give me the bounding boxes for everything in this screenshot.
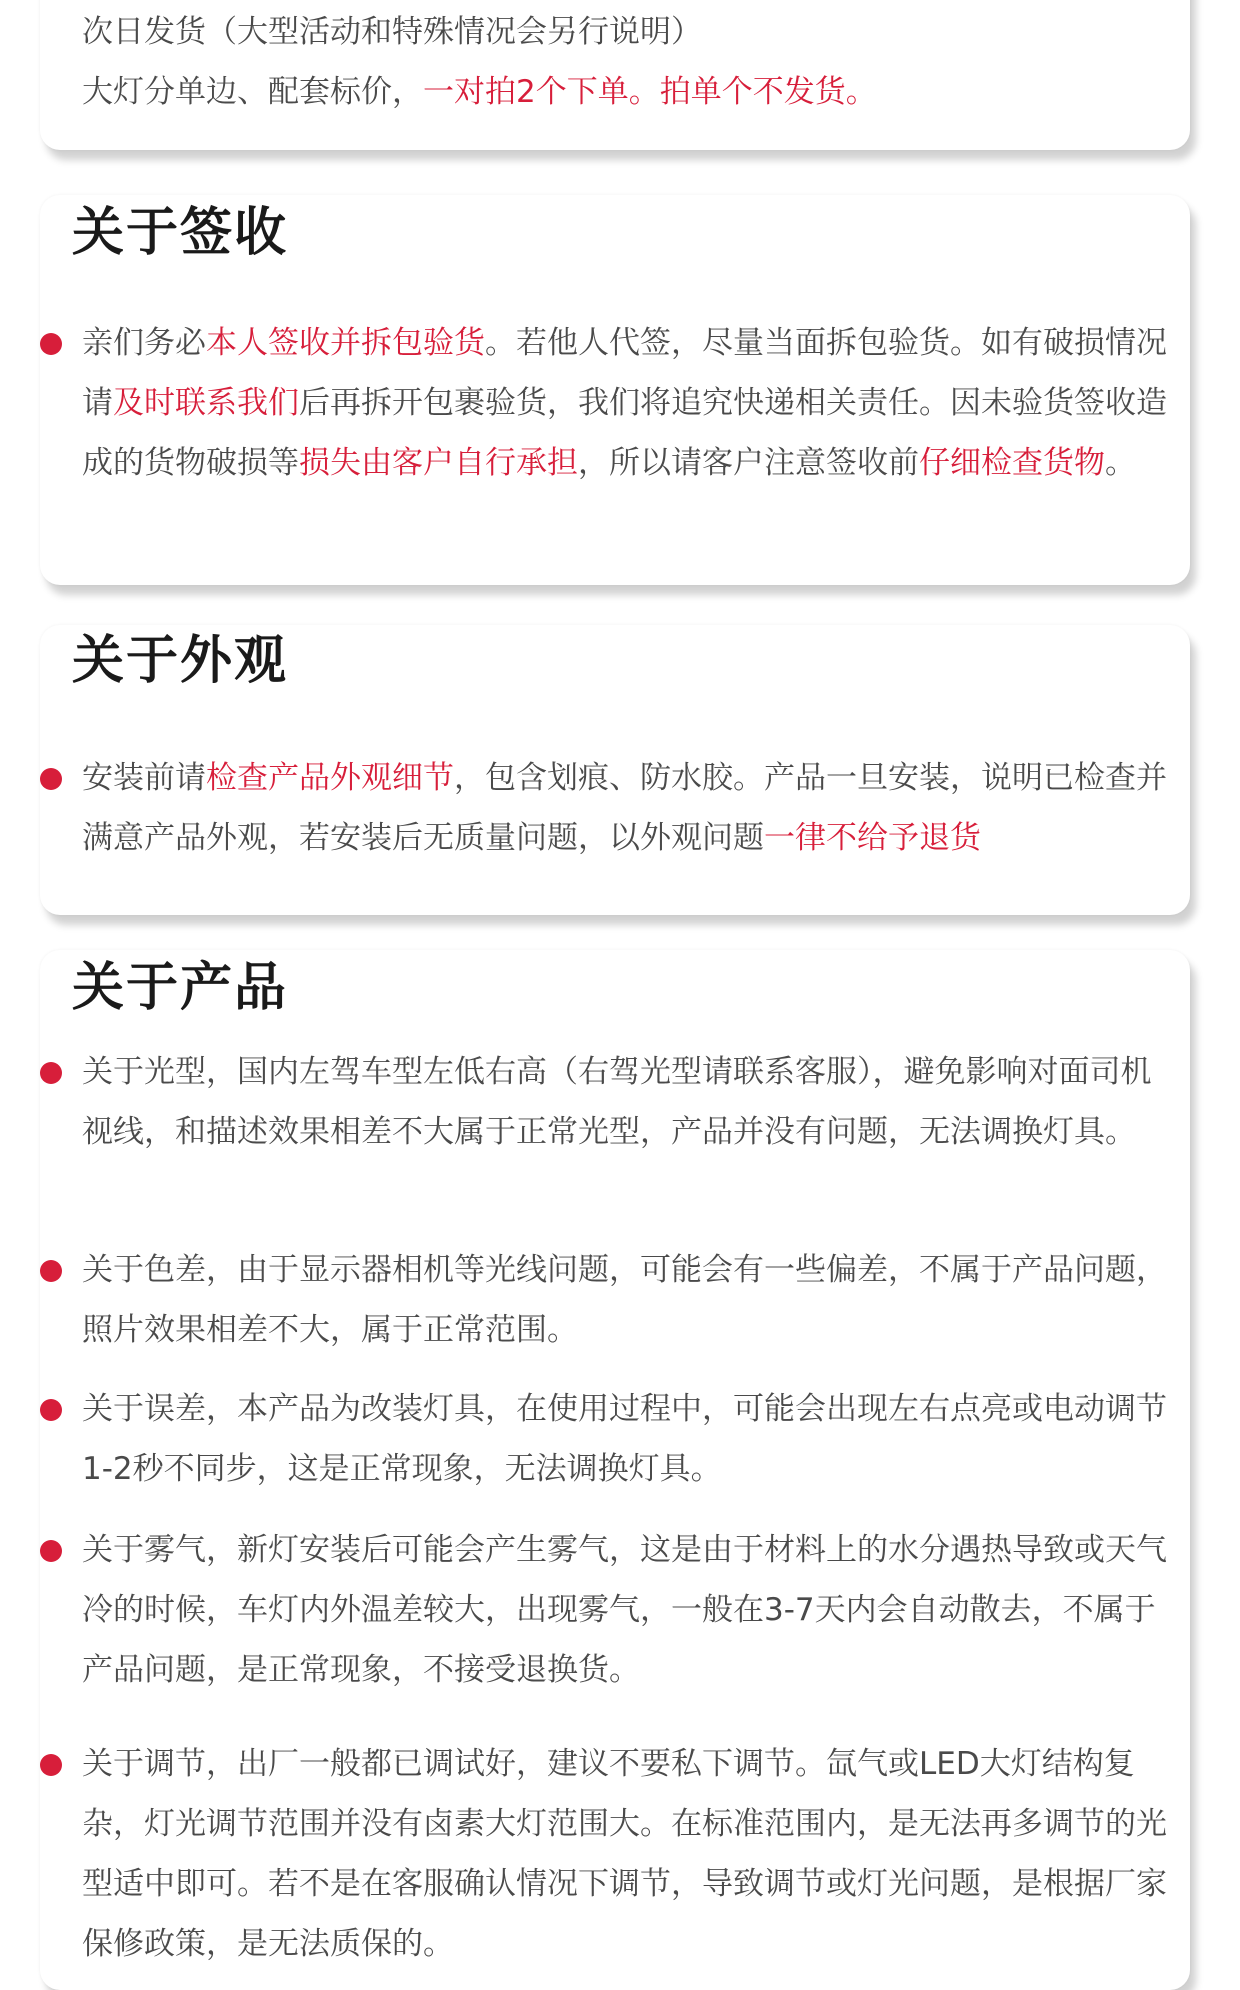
highlight-text: 损失由客户自行承担 [299, 445, 578, 481]
list-item-text: 关于误差，本产品为改装灯具，在使用过程中，可能会出现左右点亮或电动调节1-2秒不同步，这是正常现象，无法调换灯具。 [82, 1391, 1167, 1487]
body-text: 安装前请 [82, 760, 206, 796]
highlight-text: 及时联系我们 [113, 385, 299, 421]
list-item [82, 1520, 1168, 1700]
list-item [82, 1379, 1168, 1499]
list-item [82, 1240, 1168, 1360]
bullet-icon [40, 1260, 62, 1282]
pricing-note-highlight: 一对拍2个下单。拍单个不发货。 [423, 74, 877, 110]
pricing-note [82, 62, 1168, 122]
product-card [40, 950, 1190, 1990]
section-title: 关于外观 [72, 631, 289, 691]
list-item-text: 关于雾气，新灯安装后可能会产生雾气，这是由于材料上的水分遇热导致或天气冷的时候，车灯内外温差较大，出现雾气，一般在3-7天内会自动散去，不属于产品问题，是正常现象，不接受退换货。 [82, 1532, 1167, 1688]
bullet-icon [40, 1540, 62, 1562]
body-text: 。若他人代签，尽量当面拆包验货。如有破损情况请 [82, 325, 1167, 421]
bullet-icon [40, 333, 62, 355]
body-text: ，所以请客户注意签收前 [578, 445, 919, 481]
body-text: 。 [1105, 445, 1136, 481]
bullet-icon [40, 1754, 62, 1776]
appearance-card [40, 625, 1190, 915]
body-text: ，包含划痕、防水胶。产品一旦安装，说明已检查并满意产品外观，若安装后无质量问题，以外观问题 [82, 760, 1167, 856]
pricing-note-text: 大灯分单边、配套标价， [82, 74, 423, 110]
appearance-paragraph [82, 748, 1168, 868]
list-item-text: 关于调节，出厂一般都已调试好，建议不要私下调节。氙气或LED大灯结构复杂，灯光调节范围并没有卤素大灯范围大。在标准范围内，是无法再多调节的光型适中即可。若不是在客服确认情况下调节，导致调节或灯光问题，是根据厂家保修政策，是无法质保的。 [82, 1746, 1167, 1962]
highlight-text: 一律不给予退货 [764, 820, 981, 856]
body-text: 后再拆开包裹验货，我们将追究快递相关责任。因未验货签收造成的货物破损等 [82, 385, 1167, 481]
signing-card [40, 195, 1190, 585]
signing-paragraph [82, 313, 1168, 493]
shipping-card [40, 0, 1190, 150]
section-title: 关于签收 [72, 203, 289, 263]
body-text: 亲们务必 [82, 325, 206, 361]
bullet-icon [40, 1062, 62, 1084]
bullet-icon [40, 768, 62, 790]
list-item [82, 1734, 1168, 1974]
highlight-text: 本人签收并拆包验货 [206, 325, 485, 361]
list-item-text: 关于光型，国内左驾车型左低右高（右驾光型请联系客服），避免影响对面司机视线，和描述效果相差不大属于正常光型，产品并没有问题，无法调换灯具。 [82, 1054, 1152, 1150]
highlight-text: 检查产品外观细节 [206, 760, 454, 796]
list-item-text: 关于色差，由于显示器相机等光线问题，可能会有一些偏差，不属于产品问题，照片效果相差不大，属于正常范围。 [82, 1252, 1167, 1348]
section-title: 关于产品 [72, 958, 289, 1018]
highlight-text: 仔细检查货物 [919, 445, 1105, 481]
bullet-icon [40, 1399, 62, 1421]
list-item [82, 1042, 1168, 1162]
shipping-note: 次日发货（大型活动和特殊情况会另行说明） [82, 14, 702, 50]
